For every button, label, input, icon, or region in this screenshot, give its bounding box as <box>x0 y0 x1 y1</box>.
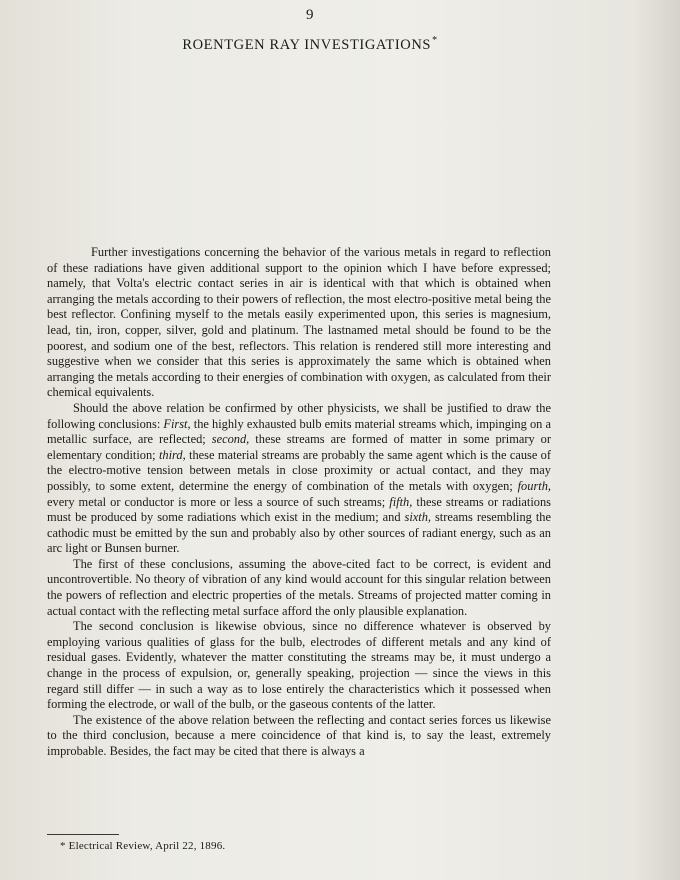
footnote <box>60 840 225 852</box>
paragraph-text: streams resembling the cathodic must be emitted by the sun and probably also by other sources of radiant energy, such as an arc light or Bunsen burner. <box>47 510 551 556</box>
page-title-text: ROENTGEN RAY INVESTIGATIONS <box>182 36 432 53</box>
paragraph <box>47 713 551 760</box>
paragraph <box>47 401 551 557</box>
paragraph-text: The second conclusion is likewise obvious, since no difference whatever is observed by employing various qualities of glass for the bulb, electrodes of different metals and any kind of residual gases. Evidently, whatever the matter constituting the streams may be, it must undergo a change in the process of expulsion, or, generally speaking, projection — since the views in this regard still differ — in such a way as to lose entirely the characteristics which it possessed when forming the electrode, or wall of the bulb, or the gaseous contents of the latter. <box>47 619 551 712</box>
paragraph <box>47 619 551 713</box>
paragraph-text: every metal or conductor is more or less a source of such streams; <box>47 494 390 509</box>
paragraph-text: the highly exhausted bulb emits material streams which, impinging on a metallic surface, are reflected; <box>47 416 551 447</box>
paragraph-text: these streams or radiations must be produced by some radiations which exist in the medium; and <box>47 494 552 525</box>
paragraph-text: Further investigations concerning the behavior of the various metals in regard to reflection of these radiations have given additional support to the opinion which I have before expressed; namely, that Volta's electric contact series in air is identical with that which is obtained when arranging the metals according to their powers of reflection, the most electro-positive metal being the best reflector. Confining myself to the metals easily experimented upon, this series is magnesium, lead, tin, iron, copper, silver, gold and platinum. The lastnamed metal should be found to be the poorest, and sodium one of the best, reflectors. This relation is rendered still more interesting and suggestive when we consider that this series is approximately the same which is obtained when arranging the metals according to their energies of combination with oxygen, as calculated from their chemical equivalents. <box>47 245 551 400</box>
paragraph-emphasis: third, <box>158 447 186 462</box>
paragraph <box>47 557 551 619</box>
footnote-text: Electrical Review, April 22, 1896. <box>68 840 226 852</box>
footnote-mark: * <box>60 840 66 852</box>
paragraph-emphasis: fourth, <box>517 478 551 493</box>
footnote-reference-mark: * <box>432 35 438 46</box>
paragraph-text: Should the above relation be confirmed by other physicists, we shall be justified to draw the following conclusions: <box>47 400 551 431</box>
paragraph-emphasis: sixth, <box>404 510 431 525</box>
paragraph-text: these material streams are probably the same agent which is the cause of the electro-motive tension between metals in close proximity or actual contact, and they may possibly, to some extent, determine the energy of combination of the metals with oxygen; <box>47 447 551 493</box>
paragraph-text: The first of these conclusions, assuming the above-cited fact to be correct, is evident and uncontrovertible. No theory of vibration of any kind would account for this singular relation between the powers of reflection and electric properties of the metals. Streams of projected matter coming in actual contact with the reflecting metal surface afford the only plausible explanation. <box>47 556 551 618</box>
paragraph-emphasis: First, <box>163 416 191 431</box>
article-body <box>47 245 551 760</box>
page-title <box>0 35 620 54</box>
paragraph-emphasis: second, <box>211 432 250 447</box>
page-number: 9 <box>306 7 314 23</box>
paragraph-text: The existence of the above relation between the reflecting and contact series forces us likewise to the third conclusion, because a mere coincidence of that kind is, to say the least, extremely improbable. Besides, the fact may be cited that there is always a <box>47 712 551 758</box>
page-edge-shadow <box>634 0 680 880</box>
footnote-divider <box>47 834 119 835</box>
paragraph-emphasis: fifth, <box>389 494 413 509</box>
paragraph-text: these streams are formed of matter in some primary or elementary condition; <box>47 432 552 462</box>
paragraph <box>47 245 551 401</box>
